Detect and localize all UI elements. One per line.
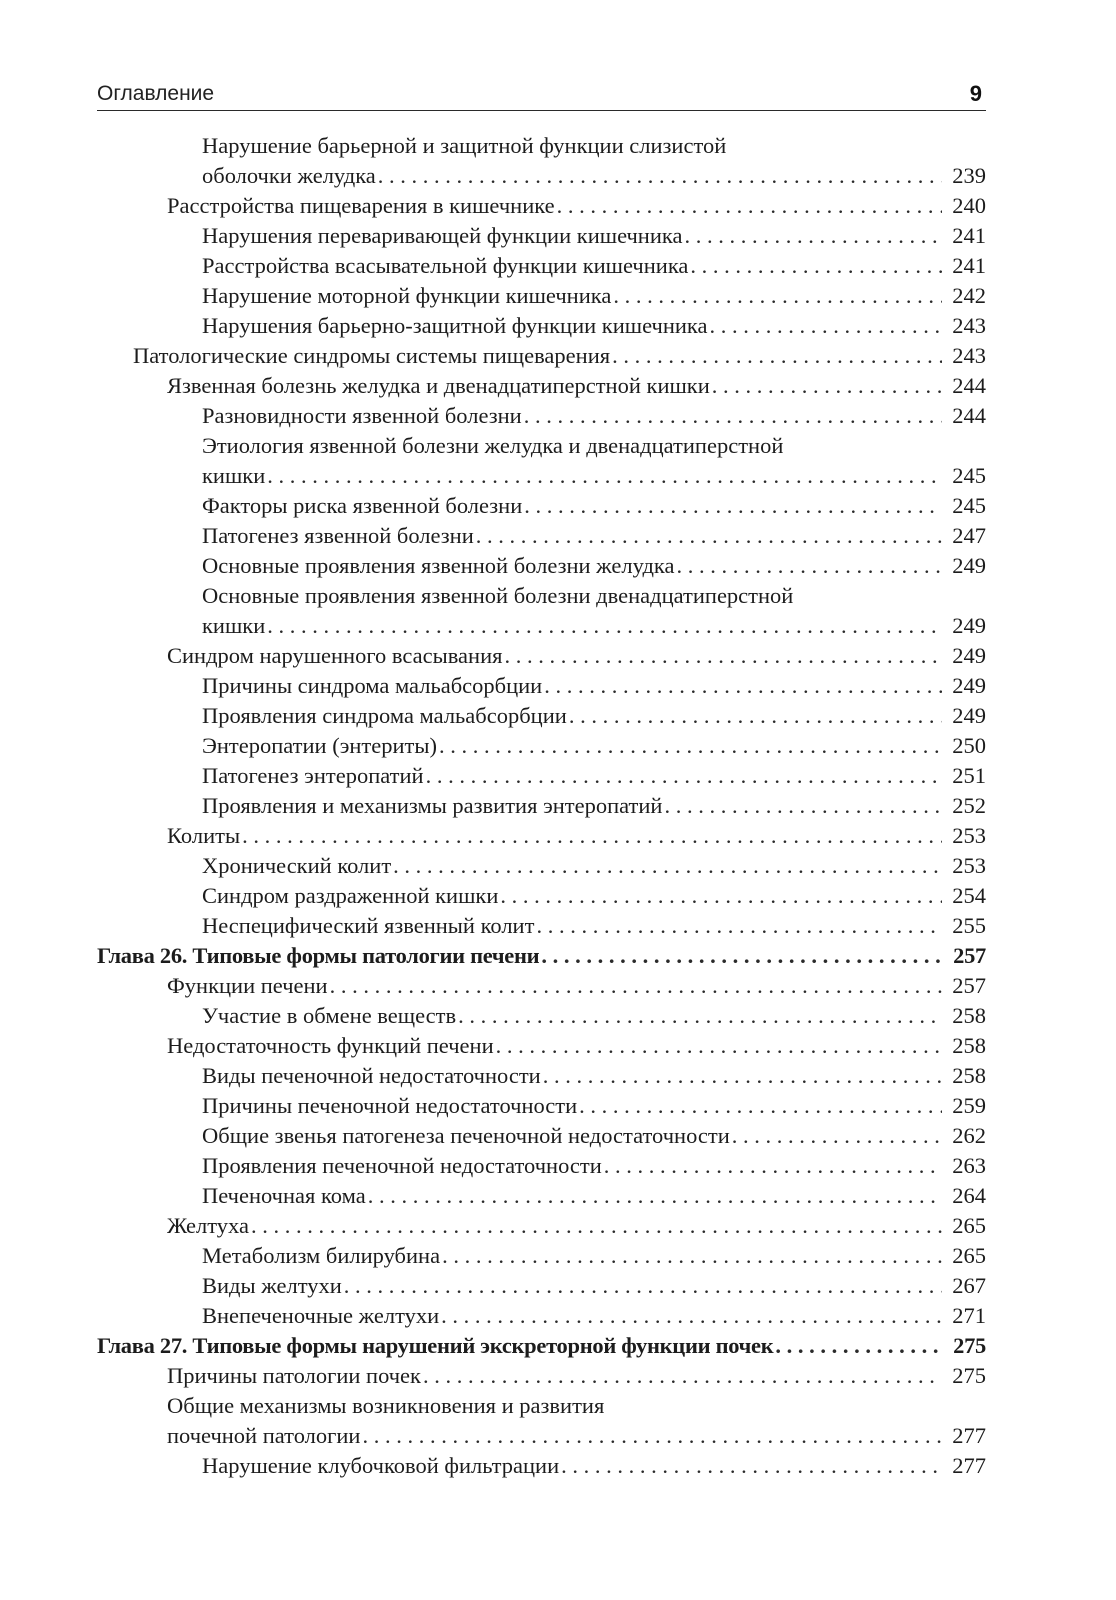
toc-entry-row (202, 251, 986, 281)
toc-entry[interactable] (97, 1361, 986, 1391)
toc-entry-title: Синдром нарушенного всасывания (167, 643, 503, 668)
dot-leader (362, 1421, 942, 1451)
toc-entry-title: Проявления и механизмы развития энтеропатий (202, 793, 663, 818)
dot-leader (690, 251, 942, 281)
toc-entry-row (202, 1151, 986, 1181)
toc-entry-row (202, 1061, 986, 1091)
toc-entry[interactable] (97, 281, 986, 311)
toc-entry-row (202, 1241, 986, 1271)
toc-entry-title: Проявления печеночной недостаточности (202, 1153, 602, 1178)
toc-entry-title: Участие в обмене веществ (202, 1003, 457, 1028)
toc-entry-title-continued: кишки (202, 613, 266, 638)
dot-leader (732, 1121, 942, 1151)
toc-entry-row (202, 1301, 986, 1331)
toc-entry-row (133, 341, 986, 371)
toc-entry-page-number: 271 (952, 1303, 986, 1328)
toc-entry-title: Нарушение барьерной и защитной функции слизистой (202, 133, 727, 158)
toc-entry-title: Синдром раздраженной кишки (202, 883, 499, 908)
dot-leader (504, 641, 942, 671)
toc-entry-title: Хронический колит (202, 853, 392, 878)
toc-entry[interactable] (97, 1301, 986, 1331)
dot-leader (579, 1091, 942, 1121)
toc-entry-title: Нарушение клубочковой фильтрации (202, 1453, 560, 1478)
toc-entry-row (167, 821, 986, 851)
toc-entry-page-number: 258 (952, 1003, 986, 1028)
dot-leader (544, 671, 942, 701)
toc-entry-page-number: 258 (952, 1033, 986, 1058)
toc-entry-title: Глава 27. Типовые формы нарушений экскреторной функции почек (97, 1333, 774, 1358)
toc-entry-page-number: 244 (952, 373, 986, 398)
toc-entry-row (97, 1331, 986, 1361)
toc-entry-title: Причины синдрома мальабсорбции (202, 673, 543, 698)
toc-entry[interactable] (97, 131, 986, 191)
toc-entry-row (202, 611, 986, 641)
toc-entry-title: Общие звенья патогенеза печеночной недостаточности (202, 1123, 730, 1148)
toc-entry-title: Печеночная кома (202, 1183, 366, 1208)
toc-entry-row (202, 851, 986, 881)
toc-entry-row (202, 1001, 986, 1031)
toc-entry-page-number: 277 (952, 1423, 986, 1448)
toc-entry-page-number: 275 (953, 1333, 986, 1358)
toc-entry-page-number: 239 (952, 163, 986, 188)
toc-entry[interactable] (97, 1121, 986, 1151)
toc-entry[interactable] (97, 911, 986, 941)
toc-entry[interactable] (97, 1061, 986, 1091)
dot-leader (677, 551, 943, 581)
toc-entry-row (97, 941, 986, 971)
dot-leader (441, 1301, 942, 1331)
running-header (97, 80, 986, 111)
toc-entry[interactable] (97, 371, 986, 401)
toc-entry-row (167, 1361, 986, 1391)
toc-entry-page-number: 245 (952, 493, 986, 518)
toc-entry[interactable] (97, 851, 986, 881)
dot-leader (557, 191, 942, 221)
dot-leader (500, 881, 942, 911)
toc-entry-row (202, 311, 986, 341)
toc-entry-title: Нарушение моторной функции кишечника (202, 283, 612, 308)
dot-leader (496, 1031, 942, 1061)
toc-entry-row (167, 971, 986, 1001)
toc-entry-row (167, 1421, 986, 1451)
toc-entry-row (202, 221, 986, 251)
toc-entry-page-number: 247 (952, 523, 986, 548)
toc-entry[interactable] (97, 401, 986, 431)
toc-entry[interactable] (97, 551, 986, 581)
toc-entry-title: Причины печеночной недостаточности (202, 1093, 578, 1118)
dot-leader (604, 1151, 942, 1181)
toc-entry[interactable] (97, 581, 986, 641)
toc-entry-page-number: 249 (952, 643, 986, 668)
toc-entry[interactable] (97, 1181, 986, 1211)
toc-entry[interactable] (97, 1091, 986, 1121)
toc-entry-title: Виды печеночной недостаточности (202, 1063, 541, 1088)
toc-entry-page-number: 249 (952, 703, 986, 728)
toc-entry-row (202, 401, 986, 431)
toc-entry-row (202, 1091, 986, 1121)
toc-entry-title: Причины патологии почек (167, 1363, 421, 1388)
toc-entry[interactable] (97, 731, 986, 761)
toc-entry-row (202, 491, 986, 521)
toc-entry-title: Разновидности язвенной болезни (202, 403, 522, 428)
dot-leader (442, 1241, 942, 1271)
dot-leader (426, 761, 942, 791)
toc-entry[interactable] (97, 1241, 986, 1271)
dot-leader (524, 491, 942, 521)
toc-entry-row (167, 1211, 986, 1241)
toc-entry-title: Функции печени (167, 973, 328, 998)
toc-entry[interactable] (97, 191, 986, 221)
toc-entry[interactable] (97, 671, 986, 701)
toc-entry[interactable] (97, 1151, 986, 1181)
toc-entry[interactable] (97, 431, 986, 491)
toc-entry-row (202, 1181, 986, 1211)
toc-entry-page-number: 264 (952, 1183, 986, 1208)
toc-entry[interactable] (97, 1211, 986, 1241)
toc-entry-row (167, 371, 986, 401)
toc-entry-title: Расстройства пищеварения в кишечнике (167, 193, 555, 218)
toc-entry[interactable] (97, 341, 986, 371)
toc-entry[interactable] (97, 1271, 986, 1301)
dot-leader (344, 1271, 942, 1301)
toc-entry-title: Расстройства всасывательной функции кишечника (202, 253, 689, 278)
toc-entry-page-number: 259 (952, 1093, 986, 1118)
toc-entry-title: Колиты (167, 823, 241, 848)
toc-entry-row (202, 911, 986, 941)
toc-entry-page-number: 241 (952, 223, 986, 248)
dot-leader (561, 1451, 942, 1481)
toc-entry-row (202, 1451, 986, 1481)
dot-leader (423, 1361, 942, 1391)
toc-entry-page-number: 249 (952, 673, 986, 698)
toc-entry[interactable] (97, 1001, 986, 1031)
running-header-title: Оглавление (97, 82, 215, 105)
toc-entry-title: Основные проявления язвенной болезни желудка (202, 553, 675, 578)
toc-entry-title: Недостаточность функций печени (167, 1033, 494, 1058)
dot-leader (775, 1331, 942, 1361)
dot-leader (524, 401, 942, 431)
toc-entry-page-number: 252 (952, 793, 986, 818)
dot-leader (476, 521, 942, 551)
toc-entry-row (202, 521, 986, 551)
toc-entry-title: Проявления синдрома мальабсорбции (202, 703, 567, 728)
dot-leader (458, 1001, 942, 1031)
dot-leader (393, 851, 942, 881)
dot-leader (541, 941, 942, 971)
dot-leader (242, 821, 942, 851)
toc-entry-row (202, 761, 986, 791)
dot-leader (613, 281, 942, 311)
toc-entry-title: Патогенез язвенной болезни (202, 523, 474, 548)
dot-leader (684, 221, 942, 251)
toc-entry-title: Язвенная болезнь желудка и двенадцатиперстной кишки (167, 373, 710, 398)
toc-entry-row (202, 161, 986, 191)
toc-entry[interactable] (97, 761, 986, 791)
toc-entry-title: Метаболизм билирубина (202, 1243, 441, 1268)
dot-leader (251, 1211, 942, 1241)
toc-entry[interactable] (97, 641, 986, 671)
toc-entry-title: Неспецифический язвенный колит (202, 913, 535, 938)
dot-leader (569, 701, 942, 731)
toc-entry-row (202, 671, 986, 701)
toc-entry[interactable] (97, 881, 986, 911)
toc-entry[interactable] (97, 311, 986, 341)
toc-entry-page-number: 258 (952, 1063, 986, 1088)
toc-entry-row (167, 191, 986, 221)
toc-entry[interactable] (97, 1391, 986, 1451)
toc-entry[interactable] (97, 1031, 986, 1061)
page-number: 9 (969, 81, 982, 106)
toc-entry-page-number: 249 (952, 553, 986, 578)
dot-leader (664, 791, 942, 821)
toc-entry-page-number: 243 (952, 343, 986, 368)
toc-entry-page-number: 265 (952, 1213, 986, 1238)
toc-entry-row (202, 461, 986, 491)
toc-entry-title: Основные проявления язвенной болезни двенадцатиперстной (202, 583, 794, 608)
toc-entry-page-number: 262 (952, 1123, 986, 1148)
toc-entry-page-number: 240 (952, 193, 986, 218)
toc-entry-row (167, 641, 986, 671)
toc-entry-title: Виды желтухи (202, 1273, 342, 1298)
toc-entry[interactable] (97, 971, 986, 1001)
toc-chapter-entry[interactable] (97, 1331, 986, 1361)
toc-entry-page-number: 257 (953, 943, 986, 968)
toc-entry-title: Патогенез энтеропатий (202, 763, 424, 788)
toc-entry-page-number: 255 (952, 913, 986, 938)
toc-entry-title: Нарушения барьерно-защитной функции кишечника (202, 313, 708, 338)
toc-entry-title-continued: оболочки желудка (202, 163, 376, 188)
toc-entry-page-number: 250 (952, 733, 986, 758)
toc-entry-row (202, 881, 986, 911)
toc-entry[interactable] (97, 821, 986, 851)
toc-entry[interactable] (97, 1451, 986, 1481)
toc-entry-row (202, 731, 986, 761)
toc-entry-title: Желтуха (167, 1213, 249, 1238)
dot-leader (368, 1181, 942, 1211)
dot-leader (612, 341, 942, 371)
toc-entry[interactable] (97, 251, 986, 281)
dot-leader (439, 731, 942, 761)
toc-chapter-entry[interactable] (97, 941, 986, 971)
toc-entry-page-number: 257 (952, 973, 986, 998)
toc-entry-title: Общие механизмы возникновения и развития (167, 1393, 605, 1418)
toc-entry-page-number: 263 (952, 1153, 986, 1178)
toc-entry[interactable] (97, 791, 986, 821)
toc-entry-row (202, 1271, 986, 1301)
toc-entry-page-number: 254 (952, 883, 986, 908)
dot-leader (267, 461, 942, 491)
toc-entry[interactable] (97, 701, 986, 731)
toc-entry[interactable] (97, 521, 986, 551)
toc-entry-page-number: 267 (952, 1273, 986, 1298)
toc-entry-title: Глава 26. Типовые формы патологии печени (97, 943, 540, 968)
toc-entry-row (167, 1031, 986, 1061)
dot-leader (712, 371, 942, 401)
dot-leader (378, 161, 942, 191)
toc-entry-row (202, 551, 986, 581)
toc-entry-page-number: 253 (952, 853, 986, 878)
toc-entry-title: Энтеропатии (энтериты) (202, 733, 437, 758)
toc-entry[interactable] (97, 491, 986, 521)
toc-entry-page-number: 277 (952, 1453, 986, 1478)
toc-entry[interactable] (97, 221, 986, 251)
toc-entry-title: Патологические синдромы системы пищеварения (133, 343, 611, 368)
toc-entry-page-number: 249 (952, 613, 986, 638)
dot-leader (543, 1061, 942, 1091)
dot-leader (536, 911, 942, 941)
toc-entry-page-number: 241 (952, 253, 986, 278)
toc-entry-page-number: 251 (952, 763, 986, 788)
toc-entry-title-continued: почечной патологии (167, 1423, 361, 1448)
dot-leader (330, 971, 942, 1001)
toc-entry-page-number: 253 (952, 823, 986, 848)
dot-leader (267, 611, 942, 641)
toc-entry-title: Факторы риска язвенной болезни (202, 493, 523, 518)
toc-entry-row (202, 791, 986, 821)
toc-entry-title: Этиология язвенной болезни желудка и двенадцатиперстной (202, 433, 784, 458)
toc-entry-page-number: 243 (952, 313, 986, 338)
toc-entry-title: Внепеченочные желтухи (202, 1303, 440, 1328)
toc-entry-row (202, 1121, 986, 1151)
toc-entry-title: Нарушения переваривающей функции кишечника (202, 223, 683, 248)
toc-entry-page-number: 275 (952, 1363, 986, 1388)
toc-entry-page-number: 265 (952, 1243, 986, 1268)
toc-entry-title-continued: кишки (202, 463, 266, 488)
toc-entry-row (202, 701, 986, 731)
toc-entry-page-number: 242 (952, 283, 986, 308)
dot-leader (710, 311, 943, 341)
table-of-contents (97, 131, 986, 1481)
toc-entry-row (202, 281, 986, 311)
toc-entry-page-number: 245 (952, 463, 986, 488)
toc-entry-page-number: 244 (952, 403, 986, 428)
